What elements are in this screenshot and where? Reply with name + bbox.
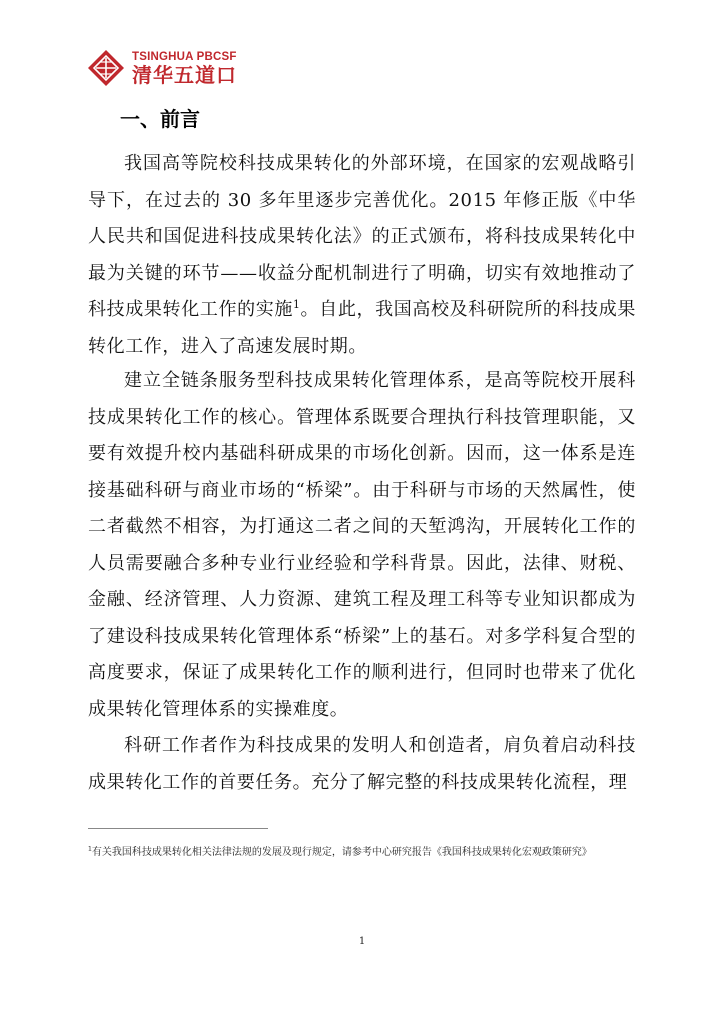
footnote-mark: 1: [88, 845, 92, 853]
footnote-text: 有关我国科技成果转化相关法律法规的发展及现行规定，请参考中心研究报告《我国科技成果转化宏观政策研究》: [91, 847, 592, 858]
footnote-reference[interactable]: 1: [293, 298, 301, 311]
paragraph-1-text-continued: 。自此，我国高校及科研院所的科技成果转化工作，进入了高速发展时期。: [88, 299, 636, 357]
paragraph-2: 建立全链条服务型科技成果转化管理体系，是高等院校开展科技成果转化工作的核心。管理体系既要合理执行科技管理职能，又要有效提升校内基础科研成果的市场化创新。因而，这一体系是连接基础科研与商业市场的“桥梁”。由于科研与市场的天然属性，使二者截然不相容，为打通这二者之间的天堑鸿沟，开展转化工作的人员需要融合多种专业行业经验和学科背景。因此，法律、财税、金融、经济管理、人力资源、建筑工程及理工科等专业知识都成为了建设科技成果转化管理体系“桥梁”上的基石。对多学科复合型的高度要求，保证了成果转化工作的顺利进行，但同时也带来了优化成果转化管理体系的实操难度。: [88, 370, 636, 720]
section-heading: 一、前言: [120, 107, 200, 131]
pbcsf-emblem-icon: [86, 48, 126, 88]
tsinghua-pbcsf-logo: [86, 46, 237, 90]
page-number: 1: [358, 936, 366, 947]
paragraph-1-text: 我国高等院校科技成果转化的外部环境，在国家的宏观战略引导下，在过去的 30 多年里逐步完善优化。2015 年修正版《中华人民共和国促进科技成果转化法》的正式颁布，将科技成果转化中最为关键的环节——收益分配机制进行了明确，切实有效地推动了科技成果转化工作的实施: [88, 153, 636, 320]
logo-chinese-name: 清华五道口: [132, 62, 237, 87]
footnote-separator: [88, 828, 268, 829]
paragraph-3: 科研工作者作为科技成果的发明人和创造者，肩负着启动科技成果转化工作的首要任务。充分了解完整的科技成果转化流程，理: [88, 735, 636, 793]
paragraph-1: [88, 146, 636, 365]
logo-text: [132, 51, 237, 86]
logo-english-name: TSINGHUA PBCSF: [132, 50, 237, 63]
footnote: [88, 845, 648, 861]
